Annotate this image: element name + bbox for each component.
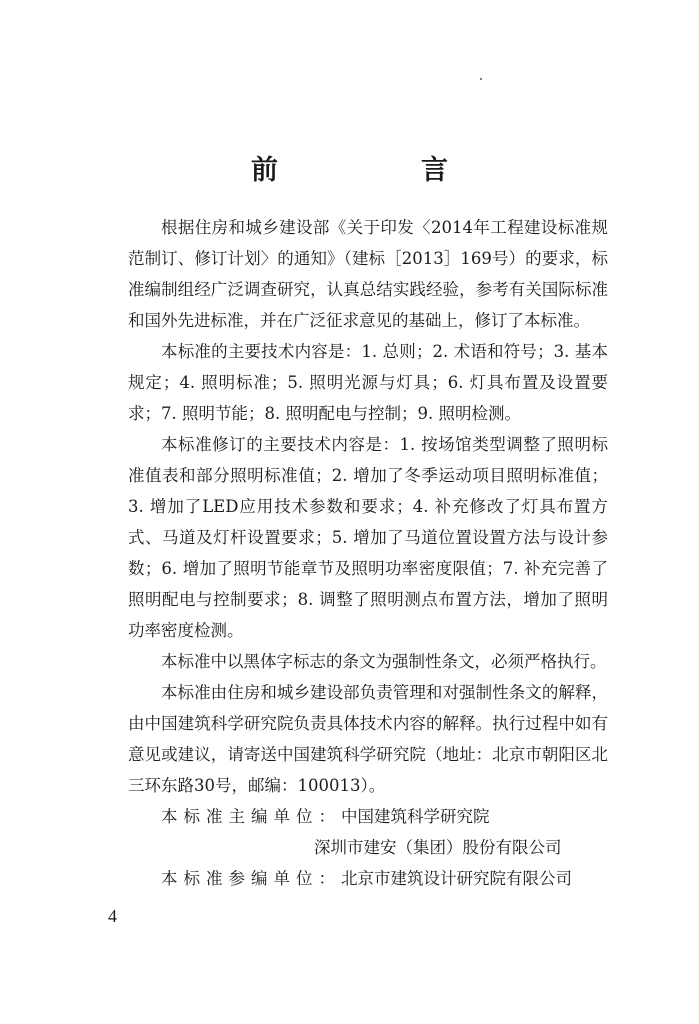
chief-editor-label: 本标准主编单位： xyxy=(161,807,341,826)
chief-editor-row xyxy=(128,801,608,832)
paragraph-basis: 根据住房和城乡建设部《关于印发〈2014年工程建设标准规范制订、修订计划〉的通知》（建标［2013］169号）的要求，标准编制组经广泛调查研究，认真总结实践经验，参考有关国际标准和国外先进标准，并在广泛征求意见的基础上，修订了本标准。 xyxy=(128,218,608,330)
paragraph-mandatory: 本标准中以黑体字标志的条文为强制性条文，必须严格执行。 xyxy=(161,652,607,671)
chief-editor-unit: 中国建筑科学研究院 xyxy=(341,807,490,826)
chief-editor-unit: 深圳市建安（集团）股份有限公司 xyxy=(314,838,562,857)
participating-editor-label: 本标准参编单位： xyxy=(161,869,341,888)
paragraph-revisions: 本标准修订的主要技术内容是：1. 按场馆类型调整了照明标准值表和部分照明标准值；2. 增加了冬季运动项目照明标准值；3. 增加了LED应用技术参数和要求；4. 补充修改了灯具布置方式、马道及灯杆设置要求；5. 增加了马道位置设置方法与设计参数；6. 增加了照明节能章节及照明功率密度限值；7. 补充完善了照明配电与控制要求；8. 调整了照明测点布置方法，增加了照明功率密度检测。 xyxy=(128,435,608,640)
page-number: 4 xyxy=(108,906,117,926)
scan-speck xyxy=(480,78,482,80)
preface-body xyxy=(128,212,608,894)
participating-editor-unit: 北京市建筑设计研究院有限公司 xyxy=(341,869,572,888)
paragraph-management: 本标准由住房和城乡建设部负责管理和对强制性条文的解释，由中国建筑科学研究院负责具体技术内容的解释。执行过程中如有意见或建议，请寄送中国建筑科学研究院（地址：北京市朝阳区北三环东路30号，邮编：100013）。 xyxy=(128,683,608,795)
paragraph-main-content: 本标准的主要技术内容是：1. 总则；2. 术语和符号；3. 基本规定；4. 照明标准；5. 照明光源与灯具；6. 灯具布置及设置要求；7. 照明节能；8. 照明配电与控制；9. 照明检测。 xyxy=(128,342,608,423)
participating-editor-row xyxy=(128,863,608,894)
page-title: 前 言 xyxy=(251,155,506,186)
